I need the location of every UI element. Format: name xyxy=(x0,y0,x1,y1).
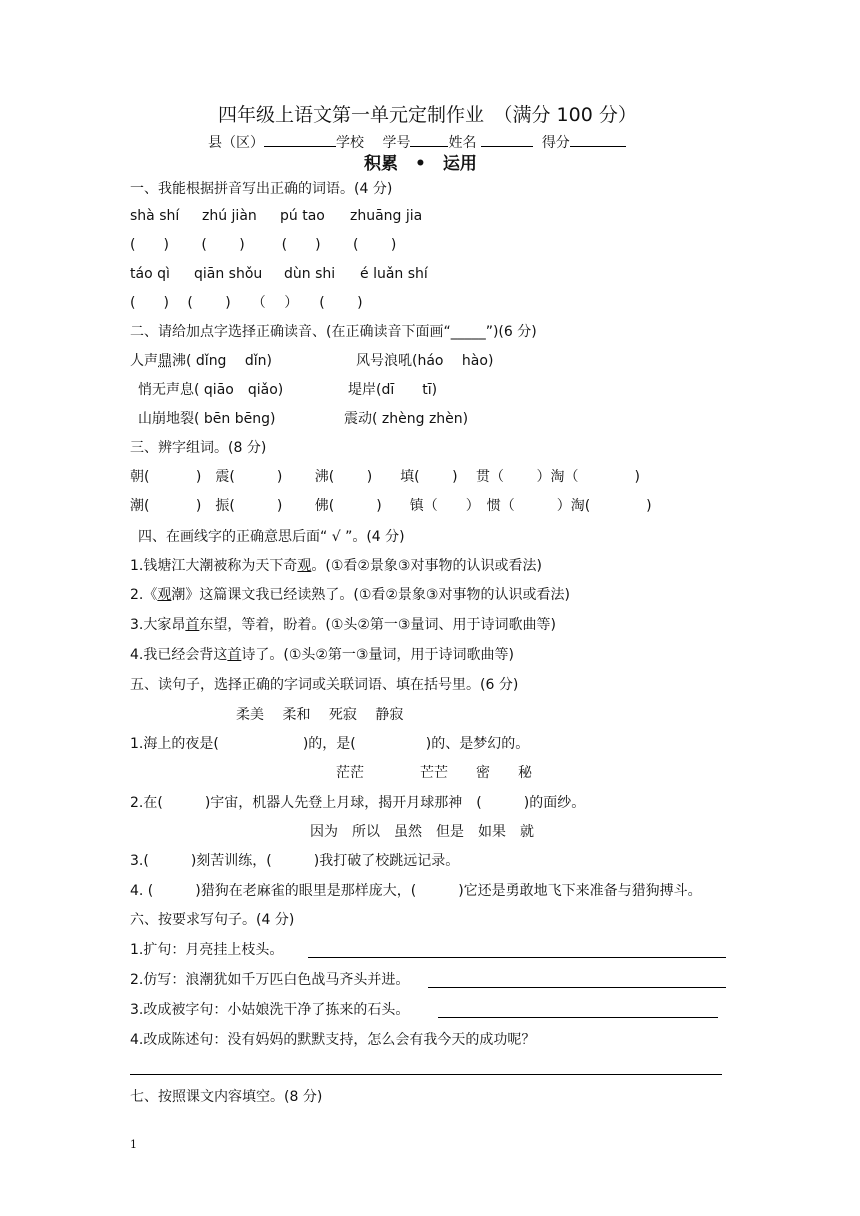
q2-heading: 二、请给加点字选择正确读音、(在正确读音下面画“_____”)(6 分) xyxy=(130,324,537,340)
q3-row2[interactable]: 潮( ) 振( ) 佛( ) 镇（ ） 惯（ ）淘( ) xyxy=(130,498,652,514)
q1-pinyin-3: pú tao xyxy=(280,208,325,224)
q2-item-1[interactable]: 人声鼎沸( dǐng dǐn) xyxy=(130,353,273,369)
q1-pinyin-7: dùn shi xyxy=(284,266,336,282)
info-county-label: 县（区） xyxy=(208,135,264,151)
q4-heading: 四、在画线字的正确意思后面“ √ ”。(4 分) xyxy=(138,529,405,545)
q6-sentence-4: 4.改成陈述句：没有妈妈的默默支持，怎么会有我今天的成功呢？ xyxy=(130,1032,536,1048)
q7-heading: 七、按照课文内容填空。(8 分) xyxy=(130,1089,323,1105)
q6-answer-line-2[interactable] xyxy=(428,987,726,988)
q5-sentence-1[interactable]: 1.海上的夜是( )的，是( )的、是梦幻的。 xyxy=(130,736,530,752)
info-school-label: 学校 xyxy=(336,135,364,151)
q2-item-2[interactable]: 风号浪吼(háo hào) xyxy=(356,353,494,369)
q5-sentence-3[interactable]: 3.( )刻苦训练，( )我打破了校跳远记录。 xyxy=(130,853,460,869)
q4-item-1[interactable]: 1.钱塘江大潮被称为天下奇观。(①看②景象③对事物的认识或看法) xyxy=(130,558,542,574)
section-title: 积累 • 运用 xyxy=(364,154,477,174)
q1-pinyin-1: shà shí xyxy=(130,208,180,224)
q6-sentence-2: 2.仿写：浪潮犹如千万匹白色战马齐头并进。 xyxy=(130,972,410,988)
q6-answer-line-4[interactable] xyxy=(130,1074,722,1075)
q6-answer-line-3[interactable] xyxy=(438,1017,718,1018)
name-blank[interactable] xyxy=(481,132,533,147)
info-number-label: 学号 xyxy=(382,135,411,151)
q3-heading: 三、辨字组词。(8 分) xyxy=(130,440,267,456)
page-title: 四年级上语文第一单元定制作业 （满分 100 分） xyxy=(218,104,637,126)
q1-pinyin-4: zhuāng jia xyxy=(350,208,423,224)
q6-sentence-1: 1.扩句：月亮挂上枝头。 xyxy=(130,942,284,958)
q5-word-bank-3: 因为 所以 虽然 但是 如果 就 xyxy=(310,824,534,840)
q1-pinyin-6: qiān shǒu xyxy=(194,266,263,282)
q1-pinyin-8: é luǎn shí xyxy=(360,266,428,282)
q2-item-6[interactable]: 震动( zhèng zhèn) xyxy=(344,411,469,427)
q2-item-3[interactable]: 悄无声息( qiāo qiǎo) xyxy=(138,382,284,398)
info-score-label: 得分 xyxy=(541,135,570,151)
q1-heading: 一、我能根据拼音写出正确的词语。(4 分) xyxy=(130,181,393,197)
q1-answer-row2[interactable]: ( ) ( ) （ ） ( ) xyxy=(130,295,363,311)
student-info-line xyxy=(208,132,626,152)
q1-pinyin-5: táo qì xyxy=(130,266,170,282)
q3-row1[interactable]: 朝( ) 震( ) 沸( ) 填( ) 贯（ ）淘（ ) xyxy=(130,469,640,485)
q1-pinyin-2: zhú jiàn xyxy=(202,208,257,224)
county-blank[interactable] xyxy=(264,132,336,147)
q2-item-5[interactable]: 山崩地裂( bēn bēng) xyxy=(138,411,276,427)
page-number: 1 xyxy=(130,1138,137,1151)
q6-heading: 六、按要求写句子。(4 分) xyxy=(130,912,295,928)
number-blank[interactable] xyxy=(410,132,448,147)
q4-item-3[interactable]: 3.大家昂首东望，等着，盼着。(①头②第一③量词、用于诗词歌曲等) xyxy=(130,617,556,633)
q4-item-2[interactable]: 2.《观潮》这篇课文我已经读熟了。(①看②景象③对事物的认识或看法) xyxy=(130,587,570,603)
q5-word-bank-2: 茫茫 芒芒 密 秘 xyxy=(336,765,532,781)
dotted-char: 鼎 xyxy=(158,353,172,369)
q6-sentence-3: 3.改成被字句：小姑娘洗干净了拣来的石头。 xyxy=(130,1002,410,1018)
q2-item-4[interactable]: 堤岸(dī tī) xyxy=(348,382,438,398)
q5-sentence-4[interactable]: 4. ( )猎狗在老麻雀的眼里是那样庞大，( )它还是勇敢地飞下来准备与猎狗搏斗。 xyxy=(130,883,702,899)
info-name-label: 姓名 xyxy=(448,135,477,151)
score-blank[interactable] xyxy=(570,132,626,147)
q6-answer-line-1[interactable] xyxy=(308,957,726,958)
q4-item-4[interactable]: 4.我已经会背这首诗了。(①头②第一③量词，用于诗词歌曲等) xyxy=(130,647,514,663)
q5-heading: 五、读句子，选择正确的字词或关联词语、填在括号里。(6 分) xyxy=(130,677,519,693)
q5-sentence-2[interactable]: 2.在( )宇宙，机器人先登上月球，揭开月球那神 ( )的面纱。 xyxy=(130,795,586,811)
q1-answer-row1[interactable]: ( ) ( ) ( ) ( ) xyxy=(130,237,397,253)
q5-word-bank-1: 柔美 柔和 死寂 静寂 xyxy=(236,707,404,723)
